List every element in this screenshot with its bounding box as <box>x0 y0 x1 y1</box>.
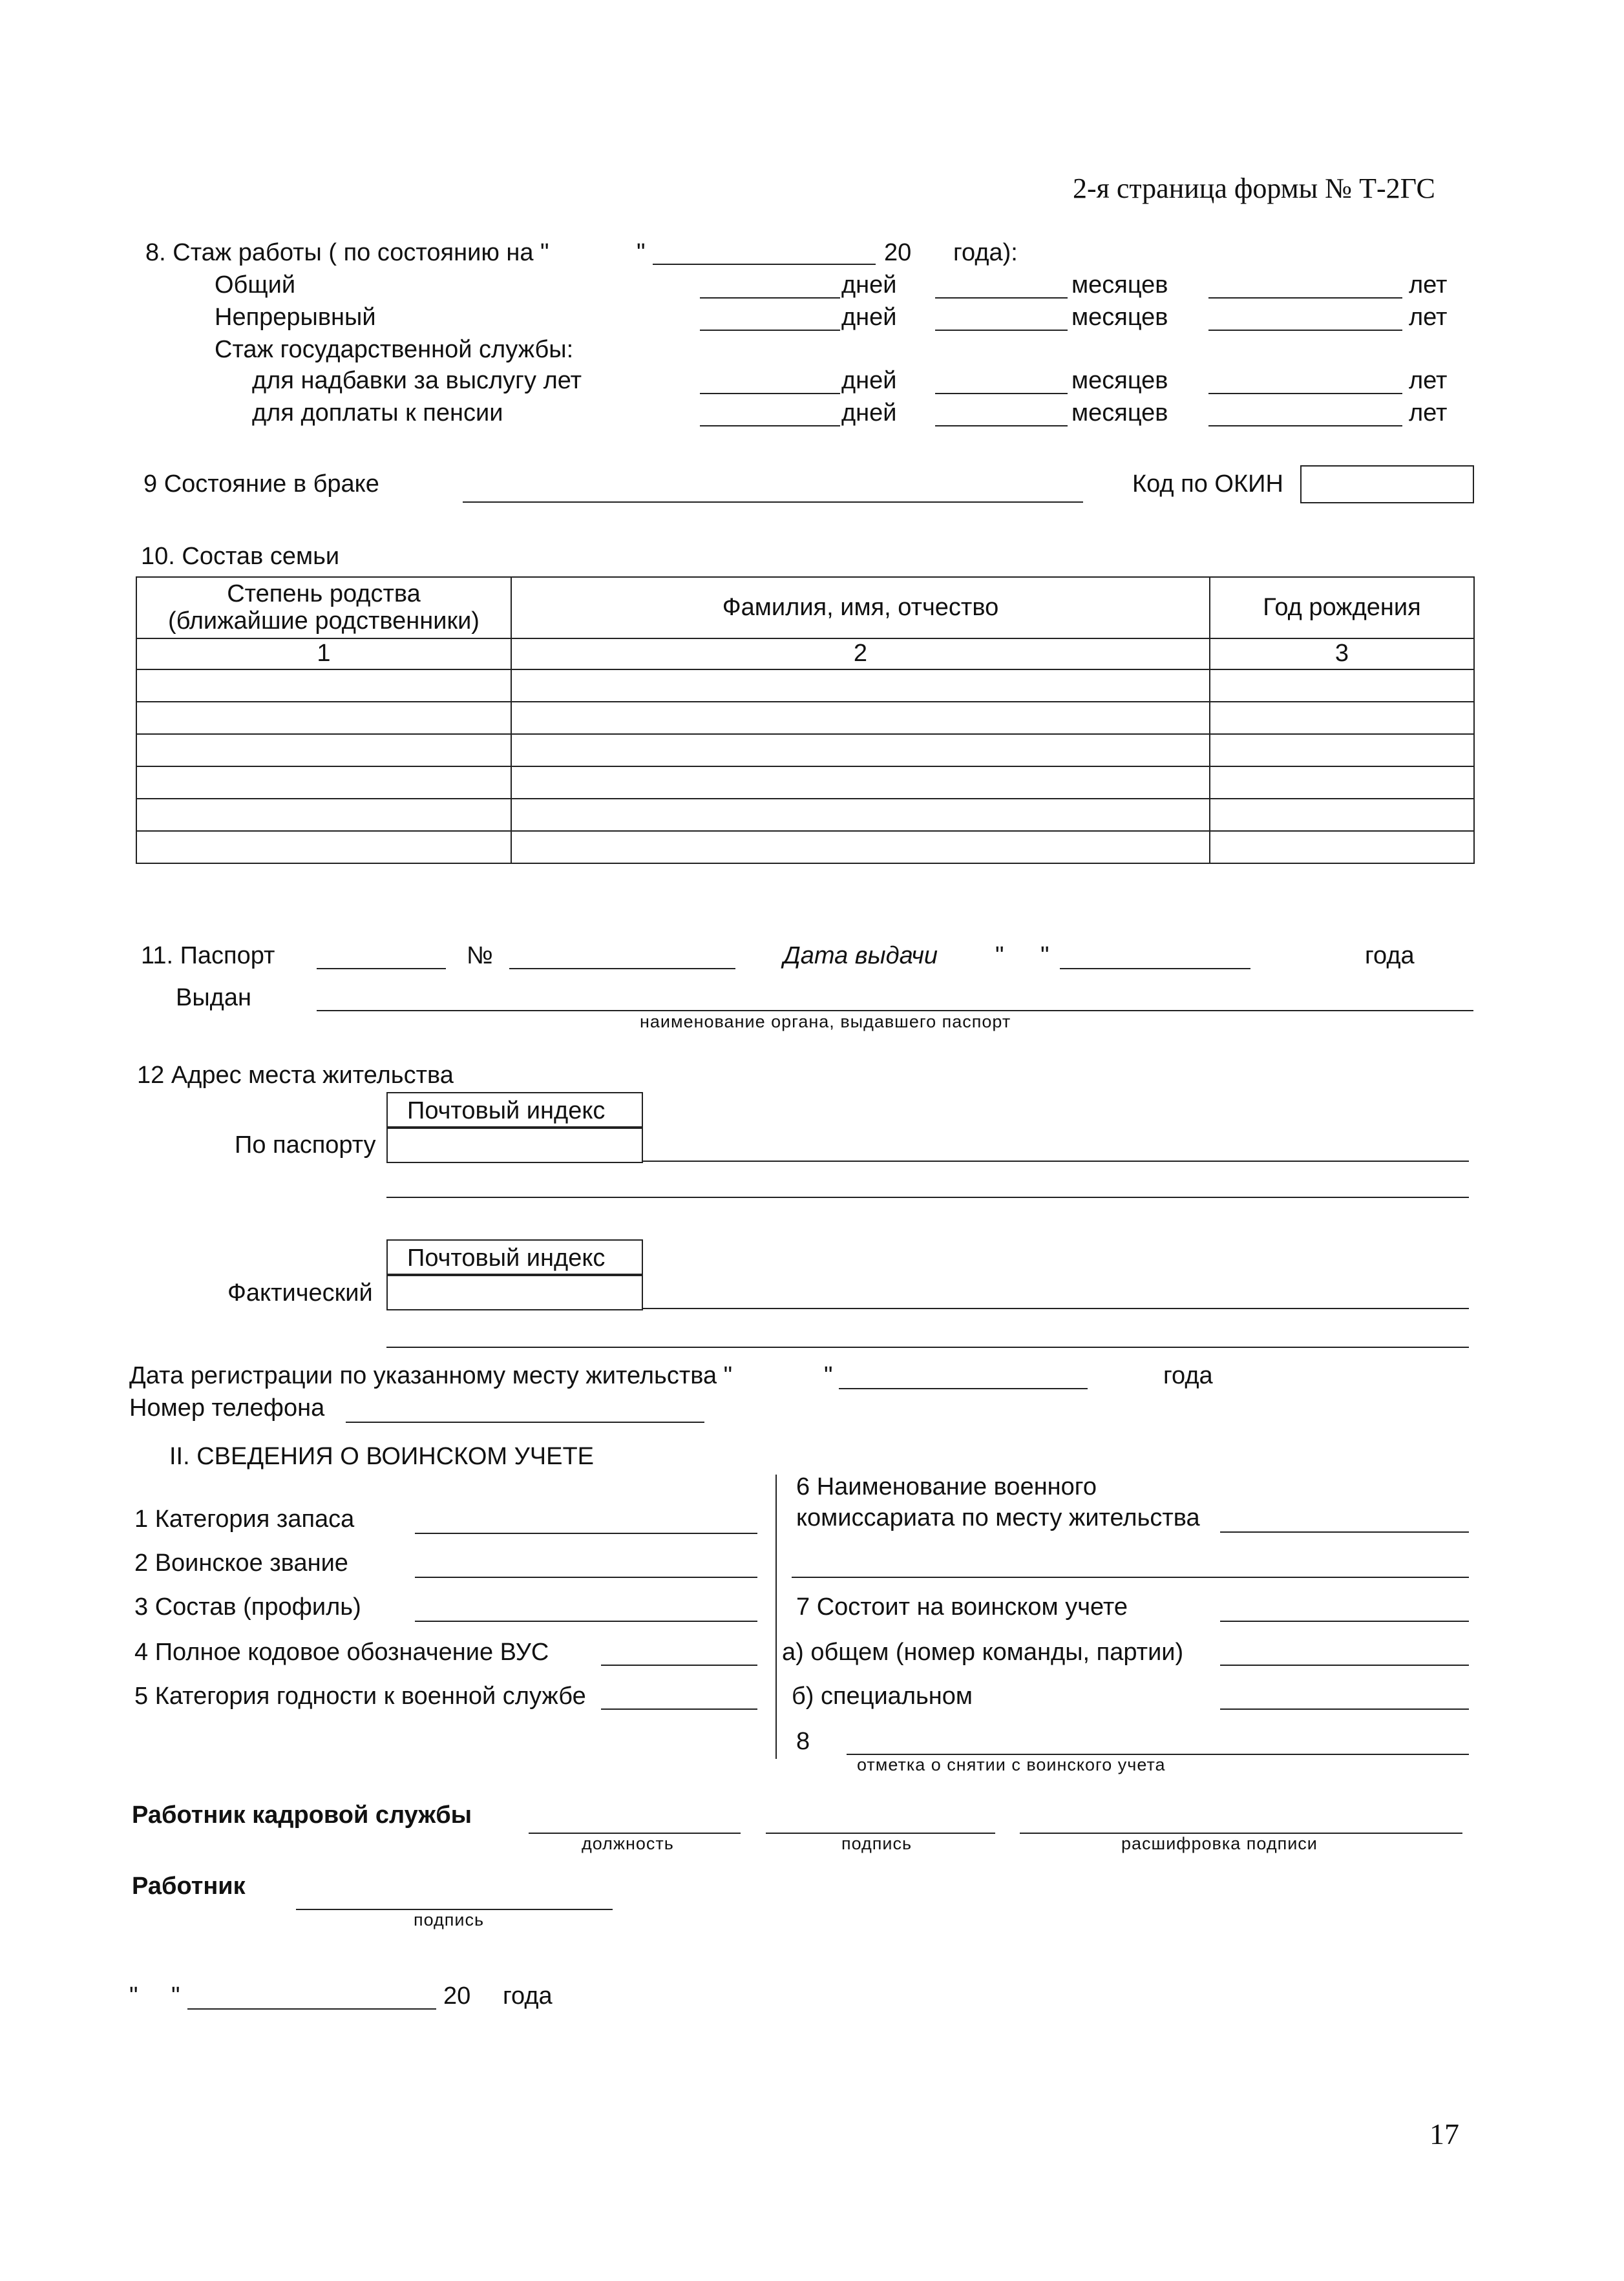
military-r6-field-2[interactable] <box>792 1577 1469 1578</box>
s8-general-years: лет <box>1409 271 1448 299</box>
s8-bonus-years: лет <box>1409 367 1448 394</box>
s8-pension-months-field[interactable] <box>935 425 1068 426</box>
postal-index-label-1: Почтовый индекс <box>407 1097 606 1124</box>
s11-issue-date-field[interactable] <box>1060 968 1250 969</box>
table-cell[interactable] <box>511 766 1210 799</box>
postal-index-field-1[interactable] <box>386 1126 643 1163</box>
military-r6b-label: комиссариата по месту жительства <box>796 1504 1200 1531</box>
s8-general-days-field[interactable] <box>700 297 840 299</box>
military-r7-field[interactable] <box>1220 1621 1469 1622</box>
table-cell[interactable] <box>136 831 511 863</box>
military-r7b-label: б) специальном <box>792 1683 973 1710</box>
table-cell[interactable] <box>136 702 511 734</box>
s11-number-sign: № <box>467 942 493 969</box>
col-relation-header <box>136 577 511 638</box>
s8-year-suffix: года): <box>953 239 1018 266</box>
s10-title: 10. Состав семьи <box>141 543 340 570</box>
table-cell[interactable] <box>1210 702 1474 734</box>
military-r8-caption: отметка о снятии с воинского учета <box>857 1755 1166 1774</box>
s11-passport-label: 11. Паспорт <box>141 942 275 969</box>
worker-label: Работник <box>132 1873 246 1900</box>
military-r6a-label: 6 Наименование военного <box>796 1473 1097 1500</box>
table-cell[interactable] <box>136 799 511 831</box>
table-row <box>136 799 1474 831</box>
table-row <box>136 734 1474 766</box>
s11-passport-series-field[interactable] <box>317 968 446 969</box>
sign-date-field[interactable] <box>187 2008 436 2010</box>
military-r6-field-1[interactable] <box>1220 1531 1469 1533</box>
hr-position-caption: должность <box>582 1834 674 1853</box>
table-cell[interactable] <box>511 734 1210 766</box>
s8-row-pension-label: для доплаты к пенсии <box>252 399 503 426</box>
table-cell[interactable] <box>136 669 511 702</box>
table-row <box>136 669 1474 702</box>
passport-address-line-1[interactable] <box>642 1161 1469 1162</box>
s11-quote-open: " <box>995 942 1004 969</box>
military-r7-label: 7 Состоит на воинском учете <box>796 1593 1128 1621</box>
military-l3-field[interactable] <box>415 1621 757 1622</box>
table-cell[interactable] <box>1210 766 1474 799</box>
s11-issue-date-label: Дата выдачи <box>783 942 938 969</box>
s8-pension-years: лет <box>1409 399 1448 426</box>
s11-issued-field[interactable] <box>317 1010 1473 1011</box>
actual-address-line-2[interactable] <box>386 1347 1469 1348</box>
sign-year-label: года <box>503 1982 553 2010</box>
table-row <box>136 766 1474 799</box>
military-l3-label: 3 Состав (профиль) <box>134 1593 361 1621</box>
col-fullname-header: Фамилия, имя, отчество <box>511 577 1210 638</box>
s11-passport-number-field[interactable] <box>509 968 735 969</box>
table-row <box>136 831 1474 863</box>
reg-year-label: года <box>1163 1362 1213 1389</box>
s8-continuous-years-field[interactable] <box>1208 330 1402 331</box>
s8-bonus-days-field[interactable] <box>700 393 840 394</box>
military-l1-label: 1 Категория запаса <box>134 1506 355 1533</box>
military-l5-field[interactable] <box>601 1708 757 1710</box>
table-cell[interactable] <box>136 766 511 799</box>
reg-quote: " <box>824 1362 833 1389</box>
reg-date-label: Дата регистрации по указанному месту жительства " <box>129 1362 733 1389</box>
s8-bonus-years-field[interactable] <box>1208 393 1402 394</box>
hr-signature-caption: подпись <box>841 1834 912 1853</box>
military-l1-field[interactable] <box>415 1533 757 1534</box>
worker-signature-caption: подпись <box>414 1910 485 1929</box>
s8-row-civil-service-label: Стаж государственной службы: <box>215 336 574 363</box>
sign-year20: 20 <box>443 1982 471 2010</box>
table-cell[interactable] <box>511 669 1210 702</box>
s11-issued-label: Выдан <box>176 984 251 1011</box>
table-row <box>136 702 1474 734</box>
table-cell[interactable] <box>1210 799 1474 831</box>
s8-continuous-months-field[interactable] <box>935 330 1068 331</box>
table-cell[interactable] <box>511 831 1210 863</box>
table-cell[interactable] <box>511 702 1210 734</box>
s8-bonus-days: дней <box>841 367 897 394</box>
s8-row-general-label: Общий <box>215 271 296 299</box>
s8-date-field[interactable] <box>653 264 876 265</box>
military-l5-label: 5 Категория годности к военной службе <box>134 1683 586 1710</box>
s8-bonus-months: месяцев <box>1071 367 1168 394</box>
table-cell[interactable] <box>136 734 511 766</box>
s8-pension-years-field[interactable] <box>1208 425 1402 426</box>
s8-row-bonus-label: для надбавки за выслугу лет <box>252 367 582 394</box>
s8-general-months: месяцев <box>1071 271 1168 299</box>
s8-continuous-days-field[interactable] <box>700 330 840 331</box>
col-number-3: 3 <box>1210 638 1474 669</box>
hr-decode-caption: расшифровка подписи <box>1121 1834 1318 1853</box>
s8-title: 8. Стаж работы ( по состоянию на " <box>145 239 549 266</box>
s8-pension-months: месяцев <box>1071 399 1168 426</box>
military-l4-field[interactable] <box>601 1665 757 1666</box>
military-title: II. СВЕДЕНИЯ О ВОИНСКОМ УЧЕТЕ <box>169 1443 595 1470</box>
s9-okin-label: Код по ОКИН <box>1132 470 1283 498</box>
col-relation-line1: Степень родства <box>227 580 421 607</box>
s8-general-years-field[interactable] <box>1208 297 1402 299</box>
s8-continuous-days: дней <box>841 304 897 331</box>
military-l2-label: 2 Воинское звание <box>134 1550 348 1577</box>
s8-pension-days-field[interactable] <box>700 425 840 426</box>
s8-bonus-months-field[interactable] <box>935 393 1068 394</box>
reg-date-field[interactable] <box>839 1388 1088 1389</box>
s12-actual-label: Фактический <box>227 1279 373 1307</box>
s8-general-months-field[interactable] <box>935 297 1068 299</box>
military-r7a-field[interactable] <box>1220 1665 1469 1666</box>
table-cell[interactable] <box>1210 734 1474 766</box>
military-r7b-field[interactable] <box>1220 1708 1469 1710</box>
s8-pension-days: дней <box>841 399 897 426</box>
s9-marital-field[interactable] <box>463 501 1083 503</box>
military-r8-label: 8 <box>796 1728 810 1755</box>
postal-index-label-2: Почтовый индекс <box>407 1245 606 1272</box>
col-number-1: 1 <box>136 638 511 669</box>
s11-quote-close: " <box>1040 942 1049 969</box>
s8-year20: 20 <box>884 239 912 266</box>
actual-address-line-1[interactable] <box>642 1308 1469 1309</box>
table-cell[interactable] <box>1210 831 1474 863</box>
s12-by-passport-label: По паспорту <box>235 1131 376 1159</box>
family-table <box>136 576 1475 864</box>
form-page-label: 2-я страница формы № Т-2ГС <box>1073 173 1435 204</box>
col-relation-line2: (ближайшие родственники) <box>168 607 480 635</box>
col-birthyear-header: Год рождения <box>1210 577 1474 638</box>
s9-marital-label: 9 Состояние в браке <box>143 470 379 498</box>
s9-okin-box[interactable] <box>1300 465 1474 503</box>
s8-row-continuous-label: Непрерывный <box>215 304 376 331</box>
table-cell[interactable] <box>511 799 1210 831</box>
s8-continuous-years: лет <box>1409 304 1448 331</box>
table-cell[interactable] <box>1210 669 1474 702</box>
military-r7a-label: а) общем (номер команды, партии) <box>782 1639 1184 1666</box>
s8-general-days: дней <box>841 271 897 299</box>
military-divider <box>775 1475 777 1759</box>
s11-year-label: года <box>1365 942 1415 969</box>
page-number: 17 <box>1429 2118 1459 2150</box>
reg-phone-field[interactable] <box>346 1422 704 1423</box>
reg-phone-label: Номер телефона <box>129 1394 325 1422</box>
s12-title: 12 Адрес места жительства <box>137 1062 454 1089</box>
hr-worker-label: Работник кадровой службы <box>132 1802 472 1829</box>
military-l4-label: 4 Полное кодовое обозначение ВУС <box>134 1639 549 1666</box>
s8-quote: " <box>637 239 646 266</box>
date-quote-open: " <box>129 1982 138 2010</box>
col-number-2: 2 <box>511 638 1210 669</box>
military-l2-field[interactable] <box>415 1577 757 1578</box>
s11-issued-caption: наименование органа, выдавшего паспорт <box>640 1012 1011 1031</box>
s8-continuous-months: месяцев <box>1071 304 1168 331</box>
passport-address-line-2[interactable] <box>386 1197 1469 1198</box>
postal-index-field-2[interactable] <box>386 1274 643 1310</box>
date-quote-close: " <box>171 1982 180 2010</box>
